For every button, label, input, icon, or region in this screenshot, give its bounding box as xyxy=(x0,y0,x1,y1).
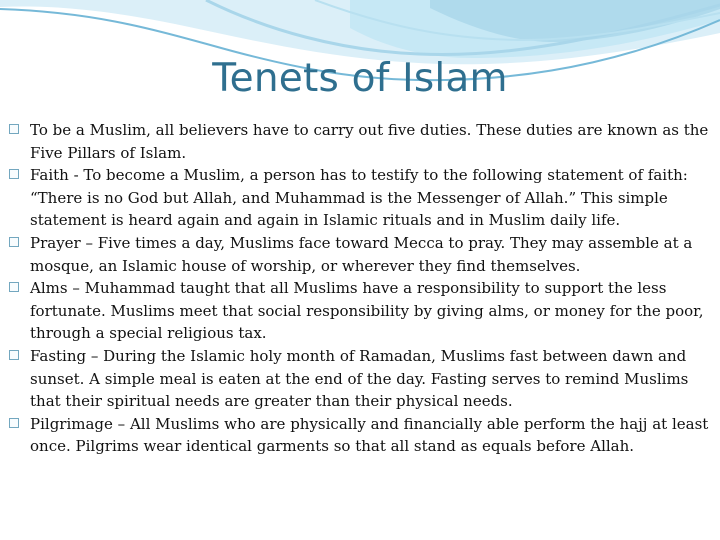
page-title: Tenets of Islam xyxy=(212,56,508,101)
list-item xyxy=(9,345,715,413)
square-bullet-icon xyxy=(9,237,19,247)
list-item xyxy=(9,119,715,164)
bullet-text: Faith - To become a Muslim, a person has to testify to the following statement of faith: “There is no God but Allah, and Muhammad is the Messenger of Allah.” This simple statement is heard again and again in Islamic rituals and in Muslim daily life. xyxy=(30,166,688,230)
square-bullet-icon xyxy=(9,418,19,428)
bullet-text: Fasting – During the Islamic holy month of Ramadan, Muslims fast between dawn and sunset. A simple meal is eaten at the end of the day. Fasting serves to remind Muslims that their spiritual needs are greater than their physical needs. xyxy=(30,346,689,411)
bullet-text: Pilgrimage – All Muslims who are physically and financially able perform the hajj at least once. Pilgrims wear identical garments so that all stand as equals before Allah. xyxy=(30,414,709,456)
bullet-text: Prayer – Five times a day, Muslims face toward Mecca to pray. They may assemble at a mosque, an Islamic house of worship, or wherever they find themselves. xyxy=(30,233,693,275)
bullet-text: To be a Muslim, all believers have to carry out five duties. These duties are known as the Five Pillars of Islam. xyxy=(30,121,709,162)
list-item xyxy=(9,232,715,277)
square-bullet-icon xyxy=(9,350,19,360)
bullet-text: Alms – Muhammad taught that all Muslims have a responsibility to support the less fortunate. Muslims meet that social responsibility by giving alms, or money for the poor, through a special religious tax. xyxy=(30,279,704,343)
square-bullet-icon xyxy=(9,169,19,179)
list-item xyxy=(9,413,715,458)
square-bullet-icon xyxy=(9,124,19,134)
square-bullet-icon xyxy=(9,282,19,292)
list-item xyxy=(9,277,715,345)
bullet-list xyxy=(9,119,715,458)
list-item xyxy=(9,164,715,232)
